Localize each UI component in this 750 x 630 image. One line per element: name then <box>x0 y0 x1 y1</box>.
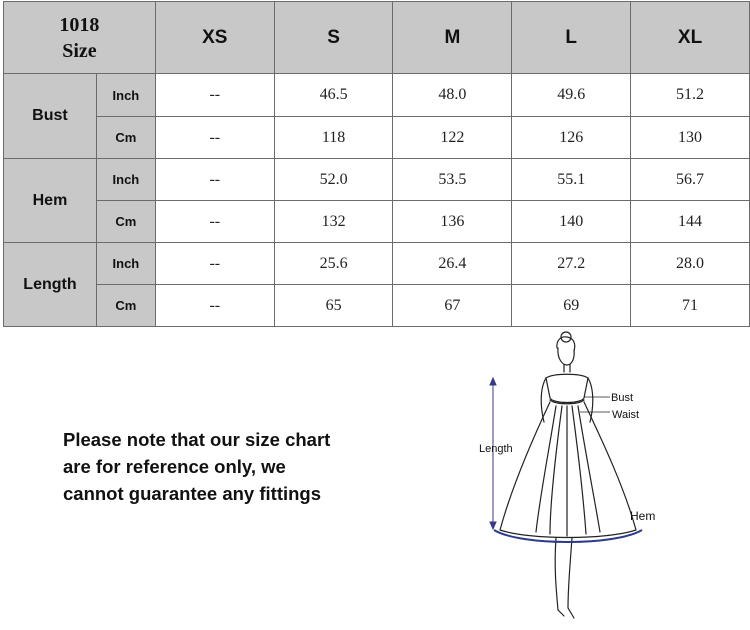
table-cell: -- <box>155 243 274 285</box>
model-number: 1018 <box>59 13 100 36</box>
table-cell: 118 <box>274 117 393 159</box>
length-label: Length <box>479 443 513 455</box>
table-cell: 27.2 <box>512 243 631 285</box>
skirt-fold <box>578 406 600 532</box>
unit-label: Cm <box>96 117 155 159</box>
table-cell: 144 <box>631 201 750 243</box>
table-cell: 126 <box>512 117 631 159</box>
left-leg <box>555 538 564 616</box>
table-cell: -- <box>155 285 274 327</box>
hem-line <box>494 530 642 542</box>
table-cell: 28.0 <box>631 243 750 285</box>
column-header-l: L <box>512 2 631 74</box>
table-cell: -- <box>155 159 274 201</box>
right-leg <box>568 538 574 618</box>
bust-label: Bust <box>611 392 634 404</box>
row-label-length: Length <box>4 243 97 327</box>
table-cell: 53.5 <box>393 159 512 201</box>
skirt-fold <box>572 406 586 534</box>
neck <box>564 365 570 372</box>
table-cell: 130 <box>631 117 750 159</box>
table-row <box>4 159 750 201</box>
unit-label: Inch <box>96 74 155 117</box>
column-header-xl: XL <box>631 2 750 74</box>
table-row <box>4 285 750 327</box>
skirt <box>500 402 636 538</box>
unit-label: Cm <box>96 201 155 243</box>
unit-label: Inch <box>96 159 155 201</box>
hem-label: Hem <box>630 509 656 523</box>
table-cell: 56.7 <box>631 159 750 201</box>
column-header-xs: XS <box>155 2 274 74</box>
table-cell: 26.4 <box>393 243 512 285</box>
table-row <box>4 117 750 159</box>
size-label: Size <box>62 39 97 62</box>
row-label-hem: Hem <box>4 159 97 243</box>
table-cell: 52.0 <box>274 159 393 201</box>
table-cell: 71 <box>631 285 750 327</box>
table-cell: 132 <box>274 201 393 243</box>
waistline <box>550 400 584 404</box>
table-cell: 69 <box>512 285 631 327</box>
dress-measurement-diagram <box>470 326 670 626</box>
table-row <box>4 74 750 117</box>
table-row <box>4 201 750 243</box>
size-chart-table <box>3 1 750 327</box>
table-cell: 49.6 <box>512 74 631 117</box>
table-cell: 48.0 <box>393 74 512 117</box>
table-cell: 67 <box>393 285 512 327</box>
table-cell: 25.6 <box>274 243 393 285</box>
unit-label: Cm <box>96 285 155 327</box>
table-cell: 65 <box>274 285 393 327</box>
table-row <box>4 243 750 285</box>
note-line: Please note that our size chart <box>63 429 331 450</box>
table-cell: -- <box>155 74 274 117</box>
unit-label: Inch <box>96 243 155 285</box>
table-cell: -- <box>155 117 274 159</box>
table-cell: 51.2 <box>631 74 750 117</box>
column-header-m: M <box>393 2 512 74</box>
note-line: cannot guarantee any fittings <box>63 483 322 504</box>
note-line: are for reference only, we <box>63 456 286 477</box>
column-header-s: S <box>274 2 393 74</box>
row-label-bust: Bust <box>4 74 97 159</box>
bodice <box>546 378 588 403</box>
table-cell: -- <box>155 201 274 243</box>
reference-note <box>63 426 383 507</box>
size-header-cell <box>4 2 156 74</box>
table-cell: 55.1 <box>512 159 631 201</box>
waist-label: Waist <box>612 409 640 421</box>
table-cell: 140 <box>512 201 631 243</box>
skirt-fold <box>550 406 562 534</box>
table-cell: 122 <box>393 117 512 159</box>
table-cell: 46.5 <box>274 74 393 117</box>
neckline <box>546 374 588 378</box>
face <box>558 348 574 365</box>
table-cell: 136 <box>393 201 512 243</box>
hair <box>557 337 575 351</box>
